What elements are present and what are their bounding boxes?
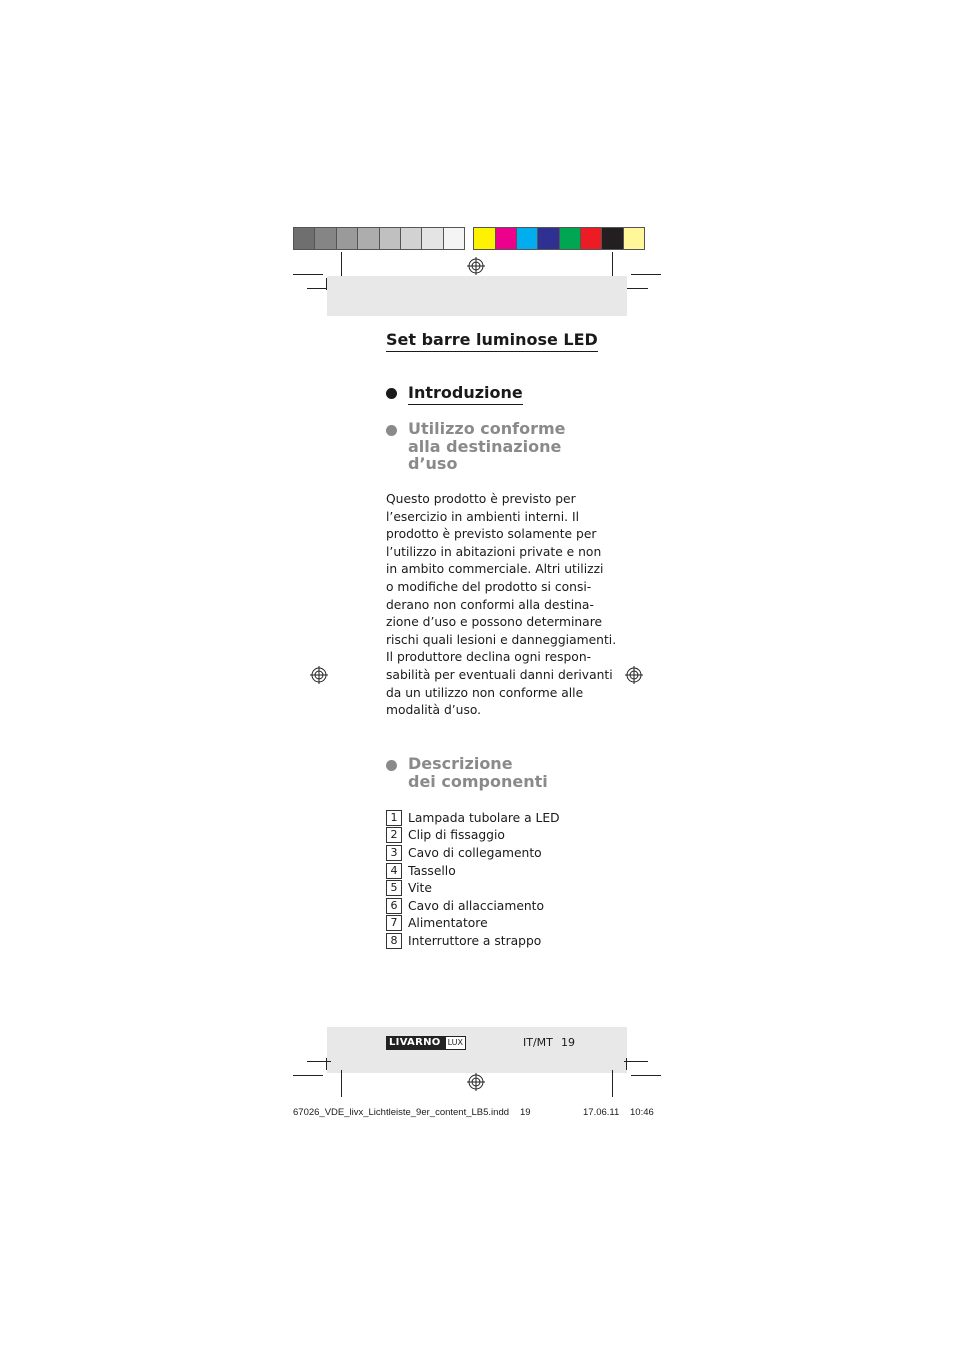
item-label: Lampada tubolare a LED	[408, 810, 560, 825]
intended-use-body: Questo prodotto è previsto per l’esercizio in ambienti interni. Il prodotto è previsto solamente per l’utilizzo in abitazioni private e non in ambito commerciale. Altri utilizzi o modifiche del prodotto si consi- derano non conformi alla destina- zione d’uso e possono determinare rischi quali lesioni e danneggiamenti. Il produttore declina ogni respon- sabilità per eventuali danni derivanti da un utilizzo non conforme alle modalità d’uso.	[386, 492, 617, 718]
bullet-icon	[386, 388, 397, 399]
bullet-icon	[386, 425, 397, 436]
slug-date: 17.06.11	[583, 1107, 620, 1118]
bullet-icon	[386, 760, 397, 771]
list-item	[386, 879, 560, 897]
color-swatch	[473, 227, 495, 250]
color-calibration-bar	[293, 227, 644, 250]
item-number: 8	[386, 933, 402, 949]
section-components	[386, 755, 548, 790]
list-item	[386, 862, 560, 880]
page-title: Set barre luminose LED	[386, 330, 598, 352]
registration-mark-icon	[625, 666, 643, 684]
crop-mark	[293, 1075, 323, 1076]
item-number: 5	[386, 880, 402, 896]
logo-sub: LUX	[445, 1036, 466, 1050]
crop-mark	[341, 1070, 342, 1097]
crop-mark	[326, 1058, 327, 1070]
crop-mark	[612, 252, 613, 277]
section-introduction	[386, 383, 523, 405]
color-swatch	[580, 227, 602, 250]
grey-swatch	[379, 227, 401, 250]
item-label: Interruttore a strappo	[408, 933, 542, 948]
grey-swatch	[336, 227, 358, 250]
swatch-gap	[464, 227, 473, 250]
registration-mark-icon	[310, 666, 328, 684]
brand-logo	[386, 1036, 466, 1050]
language-code: IT/MT	[523, 1036, 553, 1049]
list-item	[386, 844, 560, 862]
list-item	[386, 932, 560, 950]
item-number: 2	[386, 827, 402, 843]
section-heading: Introduzione	[408, 383, 523, 405]
slug-filename: 67026_VDE_livx_Lichtleiste_9er_content_LB5.indd	[293, 1107, 510, 1118]
crop-mark	[624, 1061, 648, 1062]
grey-swatch	[421, 227, 443, 250]
logo-wordmark: LIVARNO	[386, 1036, 445, 1050]
crop-mark	[626, 1058, 627, 1070]
section-heading: Descrizione dei componenti	[408, 754, 548, 791]
item-number: 4	[386, 863, 402, 879]
crop-mark	[341, 252, 342, 277]
list-item	[386, 809, 560, 827]
crop-mark	[631, 274, 661, 275]
page-number: 19	[561, 1036, 575, 1049]
item-label: Cavo di allacciamento	[408, 898, 545, 913]
slug-page: 19	[520, 1107, 531, 1118]
color-swatch	[601, 227, 623, 250]
color-swatch	[559, 227, 581, 250]
item-label: Cavo di collegamento	[408, 845, 542, 860]
color-swatch	[516, 227, 538, 250]
grey-swatch	[443, 227, 465, 250]
crop-mark	[612, 1070, 613, 1097]
item-label: Alimentatore	[408, 916, 488, 931]
crop-mark	[307, 1061, 331, 1062]
crop-mark	[293, 274, 323, 275]
color-swatch	[495, 227, 517, 250]
list-item	[386, 827, 560, 845]
grey-swatch	[400, 227, 422, 250]
grey-swatch	[314, 227, 336, 250]
header-band	[327, 276, 627, 316]
grey-swatch	[357, 227, 379, 250]
item-number: 1	[386, 810, 402, 826]
item-label: Clip di fissaggio	[408, 828, 505, 843]
color-swatch	[537, 227, 559, 250]
crop-mark	[624, 288, 648, 289]
item-label: Vite	[408, 881, 432, 896]
section-heading: Utilizzo conforme alla destinazione d’uso	[408, 419, 566, 473]
section-intended-use	[386, 420, 566, 473]
slug-time: 10:46	[630, 1107, 654, 1118]
item-number: 7	[386, 915, 402, 931]
item-number: 6	[386, 898, 402, 914]
grey-swatch	[293, 227, 315, 250]
registration-mark-icon	[467, 257, 485, 275]
color-swatch	[623, 227, 645, 250]
list-item	[386, 915, 560, 933]
registration-mark-icon	[467, 1073, 485, 1091]
list-item	[386, 897, 560, 915]
crop-mark	[631, 1075, 661, 1076]
components-list	[386, 809, 560, 950]
item-number: 3	[386, 845, 402, 861]
footer-band	[327, 1027, 627, 1073]
item-label: Tassello	[408, 863, 456, 878]
